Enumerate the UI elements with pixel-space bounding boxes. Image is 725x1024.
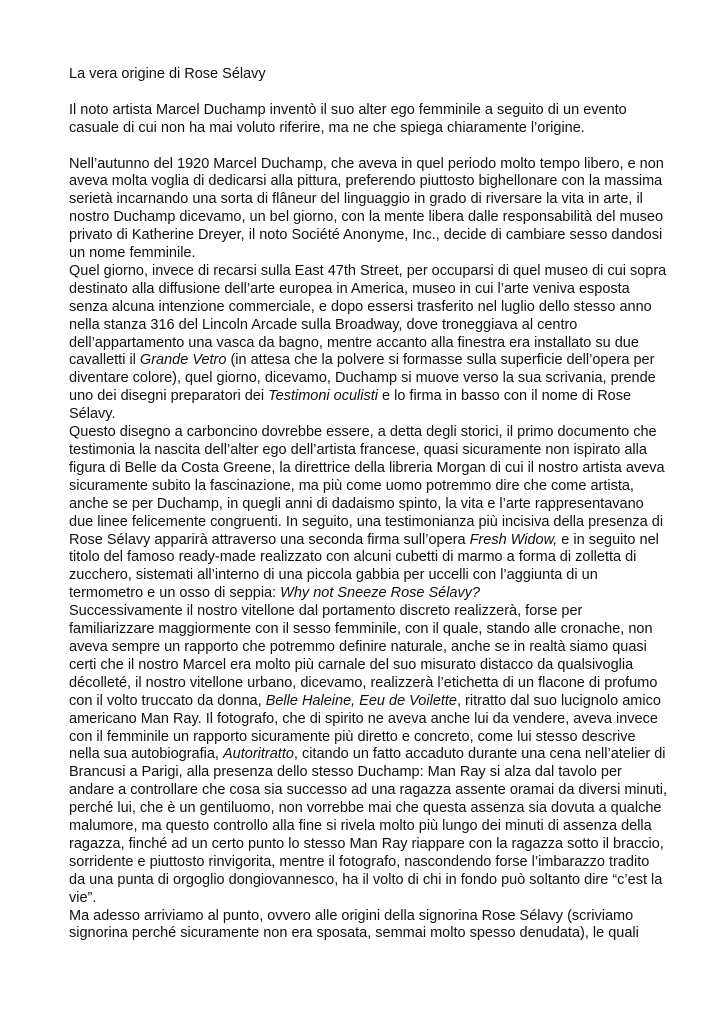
text-run: , citando un fatto accaduto durante una cena nell’atelier di Brancusi a Parigi, alla presenza dello stesso Duchamp: Man Ray si alza dal tavolo per andare a controllare che cosa sia successo ad una ragazza assente oramai da diversi minuti, perché lui, che è un gentiluomo, non vorrebbe mai che questa assenza sia dovuta a qualche malumore, ma questo controllo alla fine si rivela molto più lungo dei minuti di assenza della ragazza, finché ad un certo punto lo stesso Man Ray riappare con la ragazza sotto il braccio, sorridente e piuttosto rinvigorita, mentre il fotografo, nascondendo forse l’imbarazzo tradito da una punta di orgoglio dongiovannesco, ha il volto di chi in fondo può soltanto dire “c’est la vie”. [69, 746, 668, 906]
paragraph-spacer [69, 84, 669, 102]
artwork-title-belle-haleine: Belle Haleine, Eeu de Voilette [265, 692, 457, 709]
text-run: Quel giorno, invece di recarsi sulla East 47th Street, per occuparsi di quel museo di cui sopra destinato alla diffusione dell’arte europea in America, museo in cui l’arte veniva esposta senza alcuna intenzione commerciale, e dopo essersi trasferito nel luglio dello stesso anno nella stanza 316 del Lincoln Arcade sulla Broadway, dove troneggiava al centro dell’appartamento una vasca da bagno, mentre accanto alla finestra era installato su due cavalletti il [69, 262, 667, 369]
text-run: (in attesa che la polvere si formasse sulla superficie dell’opera per diventare colore), quel giorno, dicevamo, Duchamp si muove verso la sua scrivania, prende uno dei disegni preparatori dei [69, 352, 656, 405]
intro-paragraph: Il noto artista Marcel Duchamp inventò il suo alter ego femminile a seguito di un evento casuale di cui non ha mai voluto riferire, ma ne che spiega chiaramente l’origine. [69, 101, 627, 136]
paragraph-charcoal-drawing [69, 424, 669, 603]
paragraph-perfume-label [69, 603, 669, 907]
artwork-title-fresh-widow: Fresh Widow, [469, 531, 558, 548]
artwork-title-testimoni-oculisti: Testimoni oculisti [268, 388, 378, 405]
document-title: La vera origine di Rose Sélavy [69, 66, 266, 82]
text-run: Questo disegno a carboncino dovrebbe essere, a detta degli storici, il primo documento che testimonia la nascita dell’alter ego dell’artista francese, quasi sicuramente non ispirato alla figura di Belle da Costa Greene, la direttrice della libreria Morgan di cui il nostro artista aveva sicuramente subito la fascinazione, ma più come uomo potremmo dire che come artista, anche se per Duchamp, in quegli anni di dadaismo spinto, la vita e l’arte rappresentavano due linee felicemente congruenti. In seguito, una testimonianza più incisiva della presenza di Rose Sélavy apparirà attraverso una seconda firma sull’opera [69, 424, 665, 548]
text-run: Successivamente il nostro vitellone dal portamento discreto realizzerà, forse per familiarizzare maggiormente con il sesso femminile, con il quale, stando alle cronache, non aveva sempre un rapporto che potremmo definire naturale, anche se in realtà siamo quasi certi che il nostro Marcel era molto più carnale del suo misurato distacco da qualsivoglia décolleté, il nostro vitellone urbano, dicevamo, realizzerà l’etichetta di un flacone di profumo con il volto truccato da donna, [69, 603, 658, 709]
book-title-autoritratto: Autoritratto [222, 746, 294, 763]
paragraph-autumn-1920: Nell’autunno del 1920 Marcel Duchamp, che aveva in quel periodo molto tempo libero, e non aveva molta voglia di dedicarsi alla pittura, preferendo piuttosto bighellonare con la massima serietà incarnando una sorta di flâneur del linguaggio in grado di riversare la vita in arte, il nostro Duchamp dicevamo, un bel giorno, con la mente libera dalle responsabilità del museo privato di Katherine Dreyer, il noto Société Anonyme, Inc., decide di cambiare sesso dandosi un nome femminile. [69, 155, 664, 262]
artwork-title-why-not-sneeze: Why not Sneeze Rose Sélavy? [280, 585, 481, 602]
paragraph-signature-day [69, 263, 669, 424]
text-run: e lo firma in basso con il nome di Rose Sélavy. [69, 388, 632, 423]
text-run: , ritratto dal suo lucignolo amico americano Man Ray. Il fotografo, che di spirito ne aveva anche lui da vendere, aveva invece con il femminile un rapporto sicuramente più diretto e concreto, come lui stesso descrive nella sua autobiografia, [69, 692, 661, 763]
paragraph-spacer [69, 138, 669, 156]
artwork-title-grande-vetro: Grande Vetro [139, 352, 227, 369]
text-run: e in seguito nel titolo del famoso ready-made realizzato con alcuni cubetti di marmo a forma di zolletta di zucchero, sistemati all’interno di una piccola gabbia per uccelli con l’aggiunta di un termometro e un osso di seppia: [69, 531, 659, 602]
paragraph-origins: Ma adesso arriviamo al punto, ovvero alle origini della signorina Rose Sélavy (scriviamo signorina perché sicuramente non era sposata, semmai molto spesso denudata), le quali [69, 907, 639, 942]
document-body [69, 66, 669, 943]
